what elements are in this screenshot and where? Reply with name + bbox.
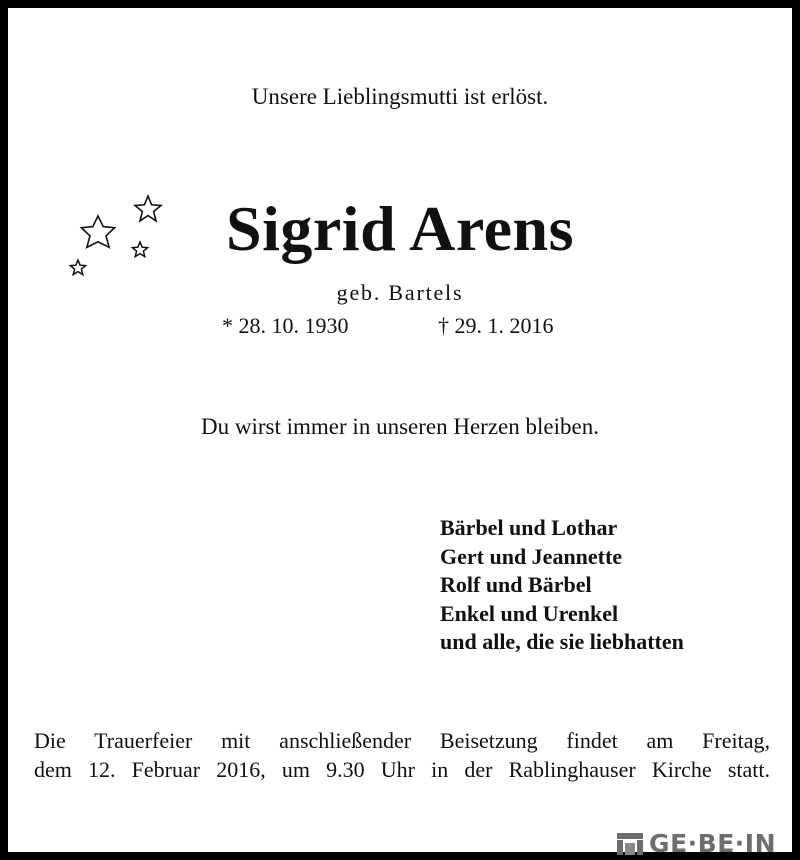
intro-text: Unsere Lieblingsmutti ist erlöst.	[251, 84, 549, 109]
funeral-service-text	[34, 726, 770, 784]
mourner-line: Rolf und Bärbel	[440, 572, 592, 597]
mourner-line: Bärbel und Lothar	[440, 515, 618, 540]
gebein-logo-icon	[615, 831, 645, 857]
brand-label: GE·BE·IN	[649, 829, 776, 858]
birth-name: geb. Bartels	[336, 280, 464, 305]
death-date: † 29. 1. 2016	[438, 313, 554, 338]
mourner-line: Gert und Jeannette	[440, 543, 623, 569]
birth-date: * 28. 10. 1930	[222, 313, 349, 338]
service-line: dem 12. Februar 2016, um 9.30 Uhr in der Rablinghauser Kirche statt.	[34, 757, 770, 782]
motto-text: Du wirst immer in unseren Herzen bleiben.	[201, 414, 599, 439]
mourner-line: und alle, die sie liebhatten	[440, 629, 684, 654]
service-line: Die Trauerfeier mit anschließender Beisetzung findet am Freitag,	[34, 728, 770, 753]
mourners-list	[440, 514, 684, 657]
mourner-line: Enkel und Urenkel	[440, 600, 619, 626]
deceased-name: Sigrid Arens	[226, 193, 574, 264]
brand-logo	[615, 829, 776, 858]
